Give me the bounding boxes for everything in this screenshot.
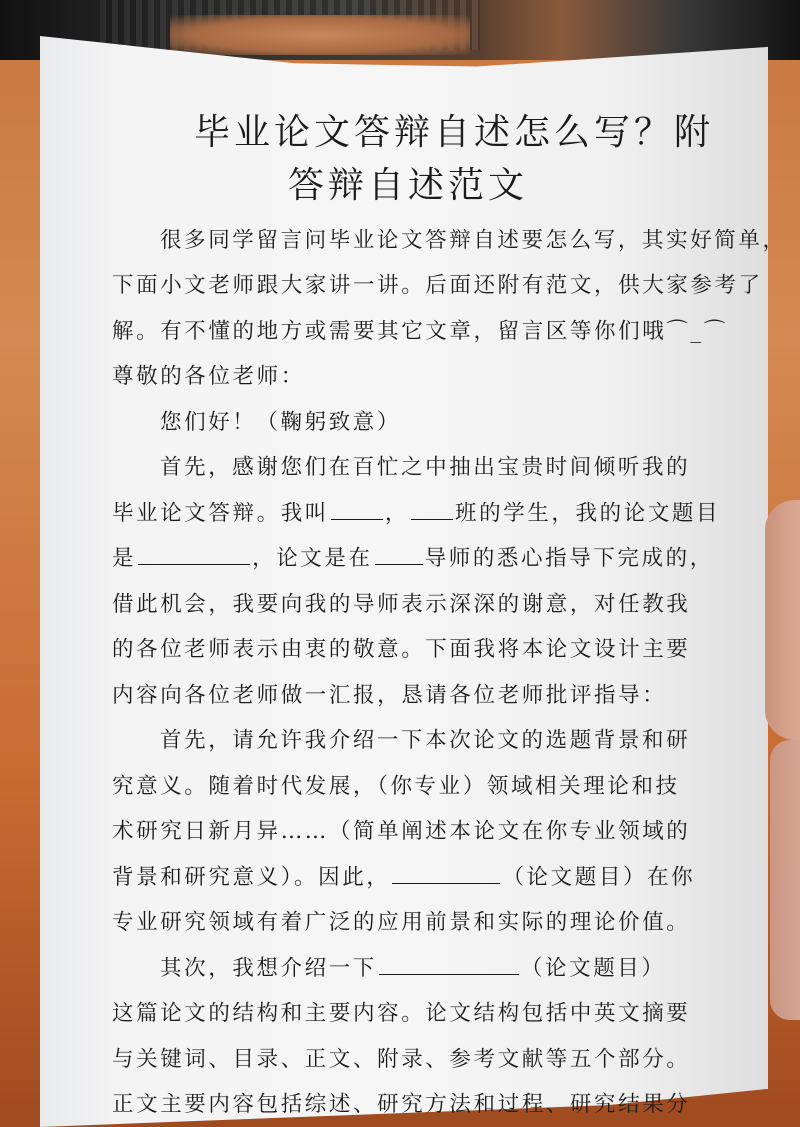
greeting: 您们好！（鞠躬致意） bbox=[160, 409, 402, 435]
text-segment: （论文题目） bbox=[520, 955, 666, 981]
para3-line1 bbox=[112, 946, 712, 992]
para1-line1: 首先，感谢您们在百忙之中抽出宝贵时间倾听我的 bbox=[160, 455, 691, 481]
name-blank bbox=[331, 497, 383, 520]
para2-line3: 术研究日新月异……（简单阐述本论文在你专业领域的 bbox=[112, 819, 691, 845]
thesis-title-blank bbox=[379, 952, 519, 975]
intro-line-3: 解。有不懂的地方或需要其它文章，留言区等你们哦⌒_⌒ bbox=[112, 318, 728, 344]
text-segment: （论文题目）在你 bbox=[502, 864, 696, 890]
para1-line2 bbox=[112, 491, 721, 537]
text-segment: 是 bbox=[112, 546, 137, 572]
para3-line3: 与关键词、目录、正文、附录、参考文献等五个部分。 bbox=[112, 1046, 691, 1072]
para2-line4 bbox=[112, 855, 712, 901]
para1-line4: 借此机会，我要向我的导师表示深深的谢意，对任教我 bbox=[112, 591, 691, 617]
para1-line3 bbox=[112, 536, 712, 582]
document-title-line-2: 答辩自述范文 bbox=[288, 164, 529, 206]
intro-line-2: 下面小文老师跟大家讲一讲。后面还附有范文，供大家参考了 bbox=[112, 273, 763, 299]
text-segment: 毕业论文答辩。我叫 bbox=[112, 500, 329, 526]
thesis-title-blank bbox=[138, 542, 250, 565]
document-title-line-1: 毕业论文答辩自述怎么写？附 bbox=[194, 112, 715, 153]
para3-line2: 这篇论文的结构和主要内容。论文结构包括中英文摘要 bbox=[112, 1001, 691, 1027]
para1-line5: 的各位老师表示由衷的敬意。下面我将本论文设计主要 bbox=[112, 637, 691, 663]
text-segment: 其次，我想介绍一下 bbox=[160, 955, 377, 981]
text-segment: ，论文是在 bbox=[252, 546, 373, 572]
text-segment: ， bbox=[384, 500, 410, 526]
salutation: 尊敬的各位老师： bbox=[112, 364, 305, 390]
holding-thumb bbox=[765, 500, 800, 740]
text-segment: 导师的悉心指导下完成的， bbox=[424, 546, 714, 572]
text-segment: 背景和研究意义）。因此， bbox=[112, 864, 391, 890]
thesis-title-blank bbox=[392, 861, 500, 884]
holding-hand bbox=[770, 740, 800, 1020]
background-hand-blur bbox=[170, 15, 470, 55]
para3-line4: 正文主要内容包括综述、研究方法和过程、研究结果分 bbox=[112, 1092, 691, 1118]
para2-line5: 专业研究领域有着广泛的应用前景和实际的理论价值。 bbox=[112, 910, 691, 936]
intro-line-1: 很多同学留言问毕业论文答辩自述要怎么写，其实好简单， bbox=[160, 227, 787, 253]
text-segment: 班的学生，我的论文题目 bbox=[455, 500, 721, 526]
para2-line1: 首先，请允许我介绍一下本次论文的选题背景和研 bbox=[160, 728, 691, 754]
para1-line6: 内容向各位老师做一汇报，恳请各位老师批评指导： bbox=[112, 682, 667, 708]
class-blank bbox=[411, 497, 453, 520]
document-content bbox=[112, 110, 787, 1127]
advisor-blank bbox=[375, 542, 423, 565]
para2-line2: 究意义。随着时代发展，（你专业）领域相关理论和技 bbox=[112, 773, 680, 799]
